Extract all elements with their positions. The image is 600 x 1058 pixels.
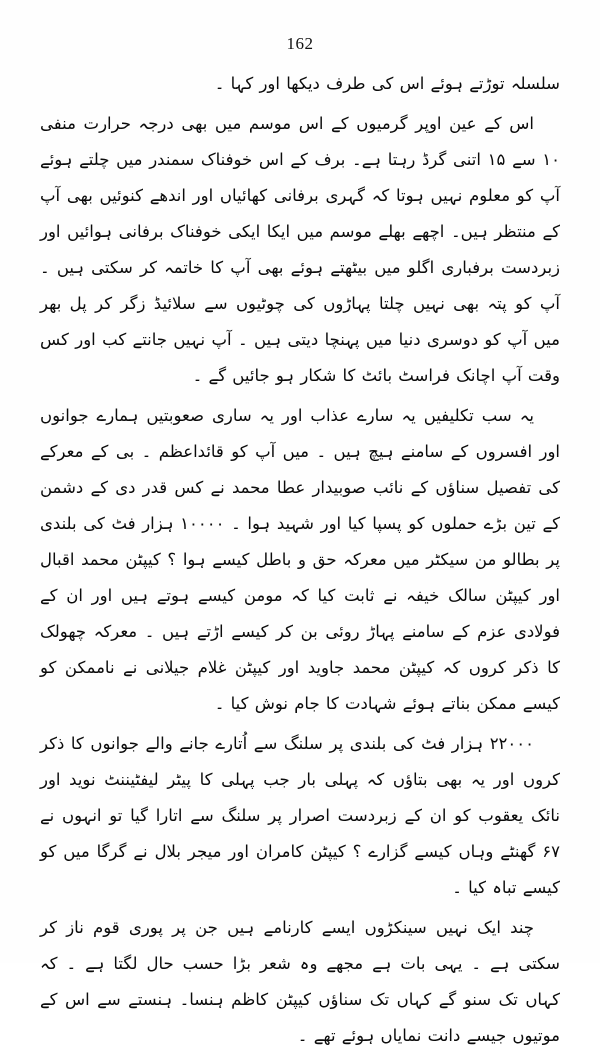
page-body [40,66,560,1058]
paragraph: یہ سب تکلیفیں یہ سارے عذاب اور یہ ساری صعوبتیں ہمارے جوانوں اور افسروں کے سامنے ہیچ ہیں ۔ میں آپ کو قائداعظم ۔ بی کے معرکے کی تفصیل سناؤں کے نائب صوبیدار عطا محمد نے کس قدر دی کے دشمن کے تین بڑے حملوں کو پسپا کیا اور شہید ہوا ۔ ۱۰۰۰۰ ہزار فٹ کی بلندی پر بطالو من سیکٹر میں معرکہ حق و باطل کیسے ہوا ؟ کیپٹن محمد اقبال اور کیپٹن سالک خیفہ نے ثابت کیا کہ مومن کیسے ہوتے ہیں اور ان کے فولادی عزم کے سامنے پہاڑ روئی بن کر کیسے اڑتے ہیں ۔ معرکہ چھولک کا ذکر کروں کہ کیپٹن محمد جاوید اور کیپٹن غلام جیلانی نے ناممکن کو کیسے ممکن بناتے ہوئے شہادت کا جام نوش کیا ۔ [40,406,560,713]
paragraph: چند ایک نہیں سینکڑوں ایسے کارنامے ہیں جن پر پوری قوم ناز کر سکتی ہے ۔ یہی بات ہے مجھے وہ شعر بڑا حسب حال لگتا ہے ۔ کہ کہاں تک سنو گے کہاں تک سناؤں کیپٹن کاظم ہنسا۔ ہنستے سے اس کے موتیوں جیسے دانت نمایاں ہوئے تھے ۔ [40,918,560,1045]
paragraph: ۲۲۰۰۰ ہزار فٹ کی بلندی پر سلنگ سے اُتارے جانے والے جوانوں کا ذکر کروں اور یہ بھی بتاؤں کہ پہلی بار جب پہلی کا پیٹر لیفٹیننٹ نوید اور نائک یعقوب کو ان کے زبردست اصرار پر سلنگ سے اتارا گیا تو انہوں نے ۶۷ گھنٹے وہاں کیسے گزارے ؟ کیپٹن کامران اور میجر بلال نے گرگا میں کو کیسے تباہ کیا ۔ [40,734,560,897]
paragraph: سلسلہ توڑتے ہوئے اس کی طرف دیکھا اور کہا ۔ [214,74,560,93]
paragraph: اس کے عین اوپر گرمیوں کے اس موسم میں بھی درجہ حرارت منفی ۱۰ سے ۱۵ اتنی گرڈ رہتا ہے۔ برف کے اس خوفناک سمندر میں چلتے ہوئے آپ کو معلوم نہیں ہوتا کہ گہری برفانی کھائیاں اور اندھے کنوئیں بھی آپ کے منتظر ہیں۔ اچھے بھلے موسم میں ایکا ایکی خوفناک برفانی ہوائیں اور زبردست برفباری اگلو میں بیٹھتے ہوئے بھی آپ کا خاتمہ کر سکتی ہیں ۔ آپ کو پتہ بھی نہیں چلتا پہاڑوں کی چوٹیوں سے سلائیڈ زگر کر پل بھر میں آپ کو دوسری دنیا میں پہنچا دیتی ہیں ۔ آپ نہیں جانتے کب اور کس وقت آپ اچانک فراسٹ بائٹ کا شکار ہو جائیں گے ۔ [40,114,560,385]
page-number: 162 [286,34,314,53]
